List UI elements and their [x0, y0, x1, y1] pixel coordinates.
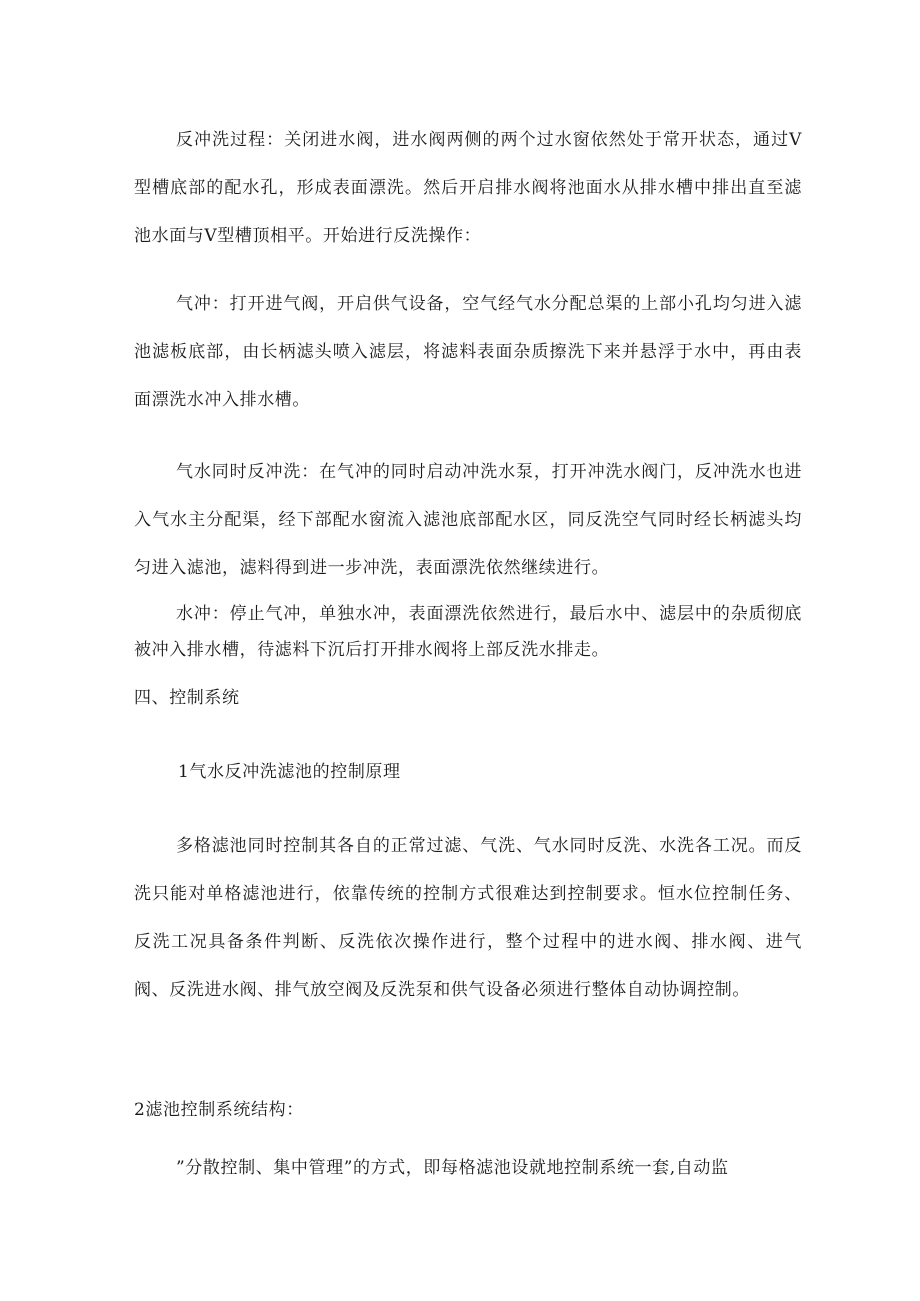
subheading-control-principle: 1气水反冲洗滤池的控制原理 [178, 762, 401, 782]
paragraph-backwash-process: 反冲洗过程：关闭进水阀，进水阀两侧的两个过水窗依然处于常开状态，通过V型槽底部的配水孔，形成表面漂洗。然后开启排水阀将池面水从排水槽中排出直至滤池水面与V型槽顶相平。开始进行反洗操作： [134, 130, 802, 246]
paragraph-air-water-wash: 气水同时反冲洗：在气冲的同时启动冲洗水泵，打开冲洗水阀门，反冲洗水也进入气水主分配渠，经下部配水窗流入滤池底部配水区，同反洗空气同时经长柄滤头均匀进入滤池，滤料得到进一步冲洗，表面漂洗依然继续进行。 [134, 462, 802, 578]
paragraph-system-structure: ”分散控制、集中管理”的方式，即每格滤池设就地控制系统一套,自动监 [176, 1158, 729, 1178]
paragraph-control-principle: 多格滤池同时控制其各自的正常过滤、气洗、气水同时反洗、水洗各工况。而反洗只能对单格滤池进行，依靠传统的控制方式很难达到控制要求。恒水位控制任务、反洗工况具备条件判断、反洗依次操作进行，整个过程中的进水阀、排水阀、进气阀、反洗进水阀、排气放空阀及反洗泵和供气设备必须进行整体自动协调控制。 [134, 836, 802, 1000]
paragraph-water-wash: 水冲：停止气冲，单独水冲，表面漂洗依然进行，最后水中、滤层中的杂质彻底被冲入排水槽，待滤料下沉后打开排水阀将上部反洗水排走。 [134, 604, 802, 660]
subheading-system-structure: 2滤池控制系统结构： [134, 1100, 304, 1120]
paragraph-air-wash: 气冲：打开进气阀，开启供气设备，空气经气水分配总渠的上部小孔均匀进入滤池滤板底部，由长柄滤头喷入滤层，将滤料表面杂质擦洗下来并悬浮于水中，再由表面漂洗水冲入排水槽。 [134, 294, 802, 410]
section-heading-control-system: 四、控制系统 [134, 688, 240, 708]
